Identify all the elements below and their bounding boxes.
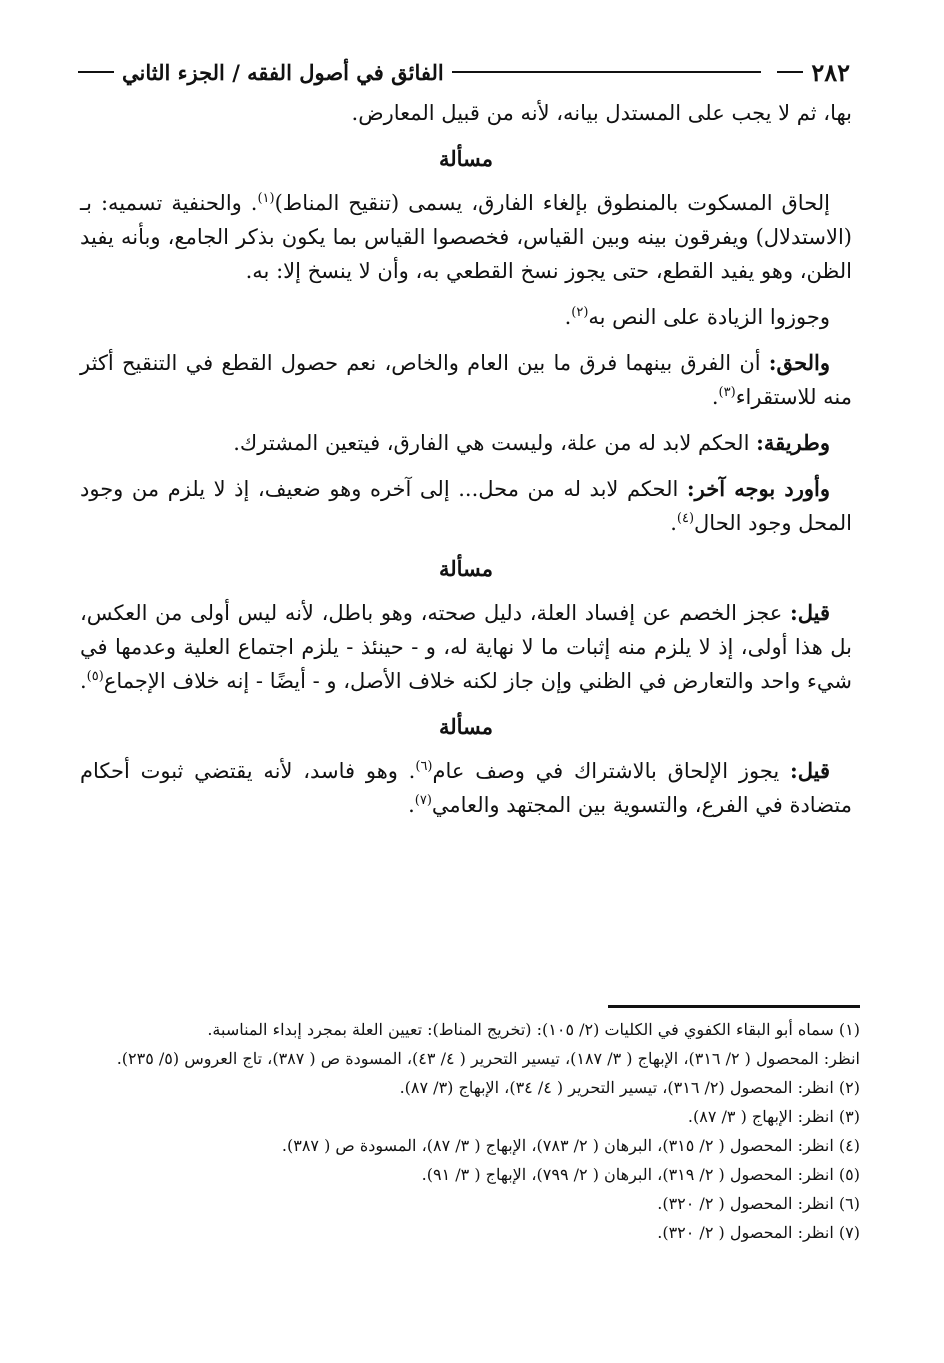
paragraph: وأورد بوجه آخر: الحكم لابد له من محل... إلى آخره وهو ضعيف، إذ لا يلزم من وجود المحل وجود الحال$^{(٤)}$. bbox=[80, 476, 852, 535]
footnote-ref[interactable]: (٥) bbox=[86, 669, 104, 684]
header-title: الفائق في أصول الفقه / الجزء الثاني bbox=[122, 59, 444, 85]
footnote: (٤) انظر: المحصول ( ٢/ ٣١٥)، البرهان ( ٢/ ٧٨٣)، الإبهاج ( ٣/ ٨٧)، المسودة ص ( ٣٨٧). bbox=[281, 1136, 860, 1155]
paragraph: بها، ثم لا يجب على المستدل بيانه، لأنه من قبيل المعارض. bbox=[351, 101, 852, 125]
section-heading: مسألة bbox=[438, 556, 494, 581]
footnote: انظر: المحصول ( ٢/ ٣١٦)، الإبهاج ( ٣/ ١٨٧)، تيسير التحرير ( ٤/ ٤٣)، المسودة ص ( ٣٨٧)، تاج العروس (٥/ ٢٣٥). bbox=[116, 1049, 860, 1068]
footnote-ref[interactable]: (٦) bbox=[415, 759, 433, 774]
footnote: (٧) انظر: المحصول ( ٢/ ٣٢٠). bbox=[657, 1223, 860, 1242]
lead-term: وطريقة: bbox=[756, 430, 830, 455]
paragraph: وطريقة: الحكم لابد له من علة، وليست هي الفارق، فيتعين المشترك. bbox=[233, 430, 830, 455]
section-heading: مسألة bbox=[438, 714, 494, 739]
running-header bbox=[70, 52, 850, 92]
lead-term: وأورد بوجه آخر: bbox=[686, 476, 830, 501]
paragraph: قيل: يجوز الإلحاق بالاشتراك في وصف عام$^{(٦)}$. وهو فاسد، لأنه يقتضي ثبوت أحكام متضادة في الفرع، والتسوية بين المجتهد والعامي$^{(٧)}$. bbox=[80, 758, 852, 817]
footnotes bbox=[80, 1016, 860, 1248]
page-number: ٢٨٢ bbox=[811, 57, 850, 87]
paragraph: قيل: عجز الخصم عن إفساد العلة، دليل صحته، وهو باطل، لأنه ليس أولى من العكس، بل هذا أولى، إذ لا يلزم منه إثبات ما لا نهاية له، و - حينئذ - يلزم اجتماع العلية وعدمها في شيء واحد والتعارض في الظني وإن جاز لكنه خلاف الأصل، و - أيضًا - إنه خلاف الإجماع$^{(٥)}$. bbox=[79, 600, 852, 693]
footnote-ref[interactable]: (٧) bbox=[414, 793, 432, 808]
header-rule bbox=[452, 71, 762, 73]
footnote: (٥) انظر: المحصول ( ٢/ ٣١٩)، البرهان ( ٢/ ٧٩٩)، الإبهاج ( ٣/ ٩١). bbox=[421, 1165, 860, 1184]
paragraph: إلحاق المسكوت بالمنطوق بإلغاء الفارق، يسمى (تنقيح المناط)$^{(١)}$. والحنفية تسميه: بـ (الاستدلال) ويفرقون بينه وبين القياس، فخصصوا القياس بما يكون بذكر الجامع، وبأنه يفيد الظن، وهو يفيد القطع، حتى يجوز نسخ القطعي به، وأن لا ينسخ إلا: به. bbox=[80, 191, 852, 283]
footnote: (٢) انظر: المحصول (٢/ ٣١٦)، تيسير التحرير ( ٤/ ٣٤)، الإبهاج (٣/ ٨٧). bbox=[399, 1078, 860, 1097]
footnote: (٦) انظر: المحصول ( ٢/ ٣٢٠). bbox=[657, 1194, 860, 1213]
header-dash bbox=[777, 71, 803, 73]
footnote-ref[interactable]: (٣) bbox=[718, 385, 736, 400]
lead-term: والحق: bbox=[768, 350, 830, 375]
main-text bbox=[80, 96, 852, 834]
section-heading: مسألة bbox=[438, 146, 494, 171]
footnote-separator bbox=[608, 1005, 860, 1008]
paragraph: وجوزوا الزيادة على النص به$^{(٢)}$. bbox=[564, 305, 830, 329]
footnote-ref[interactable]: (١) bbox=[257, 191, 275, 206]
header-dash bbox=[78, 71, 114, 73]
footnote-ref[interactable]: (٢) bbox=[571, 305, 589, 320]
lead-term: قيل: bbox=[789, 600, 830, 625]
footnote: (١) سماه أبو البقاء الكفوي في الكليات (٢/ ١٠٥): (تخريج المناط): تعيين العلة بمجرد إبداء المناسبة. bbox=[207, 1020, 860, 1039]
lead-term: قيل: bbox=[789, 758, 831, 783]
footnote: (٣) انظر: الإبهاج ( ٣/ ٨٧). bbox=[687, 1107, 860, 1126]
footnote-ref[interactable]: (٤) bbox=[676, 511, 695, 526]
paragraph: والحق: أن الفرق بينهما فرق ما بين العام والخاص، نعم حصول القطع في التنقيح أكثر منه للاستقراء$^{(٣)}$. bbox=[80, 350, 852, 409]
